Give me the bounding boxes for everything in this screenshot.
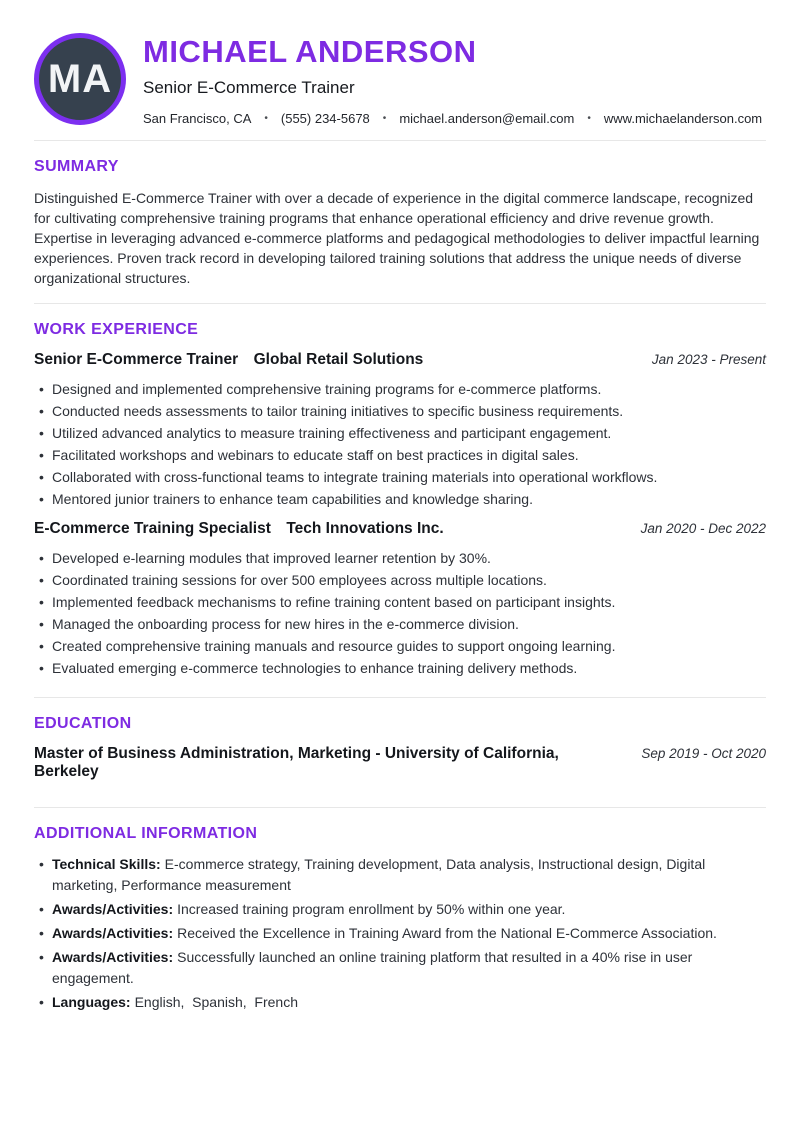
additional-info-item — [34, 899, 766, 920]
job-dates: Jan 2023 - Present — [651, 352, 766, 367]
info-label: Awards/Activities: — [52, 949, 174, 965]
job-dates: Jan 2020 - Dec 2022 — [640, 521, 766, 536]
job-header-row — [34, 351, 766, 369]
additional-information-heading: ADDITIONAL INFORMATION — [34, 825, 258, 842]
info-text: E-commerce strategy, Training development, Data analysis, Instructional design, Digital marketing, Performance measurement — [52, 856, 706, 893]
info-text: Increased training program enrollment by 50% within one year. — [177, 901, 566, 917]
education-dates: Sep 2019 - Oct 2020 — [641, 746, 766, 761]
job-header-row — [34, 520, 766, 538]
summary-text: Distinguished E-Commerce Trainer with over a decade of experience in the digital commerce landscape, recognized for cultivating comprehensive training programs that enhance operational efficiency and drive revenue growth. Expertise in leveraging advanced e-commerce platforms and pedagogical methodologies to deliver impactful learning experiences. Proven track record in developing tailored training solutions that address the unique needs of diverse organizational structures. — [34, 190, 760, 286]
job-title-group — [34, 520, 444, 538]
resume-header — [34, 33, 766, 140]
avatar-initials: MA — [47, 56, 113, 101]
bullet-item: • Utilized advanced analytics to measure training effectiveness and participant engagement. — [34, 422, 766, 444]
contact-location: San Francisco, CA — [143, 111, 252, 126]
work-experience-heading: WORK EXPERIENCE — [34, 321, 199, 338]
contact-website: www.michaelanderson.com — [603, 111, 763, 126]
work-experience-section — [34, 303, 766, 697]
info-label: Awards/Activities: — [52, 925, 174, 941]
info-text: Received the Excellence in Training Award from the National E-Commerce Association. — [177, 925, 717, 941]
job-company: Tech Innovations Inc. — [286, 520, 444, 537]
bullet-separator-icon: • — [264, 113, 268, 124]
bullet-item: • Managed the onboarding process for new hires in the e-commerce division. — [34, 613, 766, 635]
info-text: English, Spanish, French — [134, 994, 298, 1010]
job-title-group — [34, 351, 423, 369]
bullet-item: • Designed and implemented comprehensive training programs for e-commerce platforms. — [34, 378, 766, 400]
job-role: Senior E-Commerce Trainer — [34, 351, 239, 368]
bullet-item: • Implemented feedback mechanisms to refine training content based on participant insights. — [34, 591, 766, 613]
education-degree: Master of Business Administration, Marketing - University of California, Berkeley — [34, 745, 559, 780]
bullet-separator-icon: • — [587, 113, 591, 124]
bullet-item: • Facilitated workshops and webinars to educate staff on best practices in digital sales. — [34, 444, 766, 466]
bullet-item: • Mentored junior trainers to enhance team capabilities and knowledge sharing. — [34, 488, 766, 510]
additional-info-list — [34, 854, 766, 1013]
bullet-separator-icon: • — [382, 113, 387, 124]
job-entry — [34, 520, 766, 679]
job-role: E-Commerce Training Specialist — [34, 520, 271, 537]
additional-info-item — [34, 854, 766, 896]
info-label: Technical Skills: — [52, 856, 161, 872]
job-entry — [34, 351, 766, 510]
avatar — [34, 33, 126, 125]
info-label: Awards/Activities: — [52, 901, 174, 917]
contact-row — [143, 111, 762, 126]
job-bullet-list — [34, 547, 766, 679]
education-section — [34, 697, 766, 807]
additional-info-item — [34, 992, 766, 1013]
education-heading: EDUCATION — [34, 715, 132, 732]
contact-email: michael.anderson@email.com — [399, 111, 575, 126]
bullet-item: • Collaborated with cross-functional teams to integrate training materials into operational workflows. — [34, 466, 766, 488]
info-text: Successfully launched an online training platform that resulted in a 40% rise in user engagement. — [52, 949, 693, 986]
summary-section — [34, 140, 766, 303]
summary-heading: SUMMARY — [34, 158, 119, 175]
info-label: Languages: — [52, 994, 131, 1010]
job-company: Global Retail Solutions — [253, 351, 424, 368]
additional-information-section — [34, 807, 766, 1013]
header-text-block — [143, 33, 762, 126]
bullet-item: • Evaluated emerging e-commerce technologies to enhance training delivery methods. — [34, 657, 766, 679]
bullet-item: • Created comprehensive training manuals and resource guides to support ongoing learning. — [34, 635, 766, 657]
education-row — [34, 745, 766, 781]
bullet-item: • Developed e-learning modules that improved learner retention by 30%. — [34, 547, 766, 569]
candidate-name: MICHAEL ANDERSON — [143, 34, 477, 69]
additional-info-item — [34, 923, 766, 944]
contact-phone: (555) 234-5678 — [280, 111, 370, 126]
additional-info-item — [34, 947, 766, 989]
job-bullet-list — [34, 378, 766, 510]
candidate-job-title: Senior E-Commerce Trainer — [143, 78, 355, 97]
bullet-item: • Conducted needs assessments to tailor training initiatives to specific business requirements. — [34, 400, 766, 422]
bullet-item: • Coordinated training sessions for over 500 employees across multiple locations. — [34, 569, 766, 591]
